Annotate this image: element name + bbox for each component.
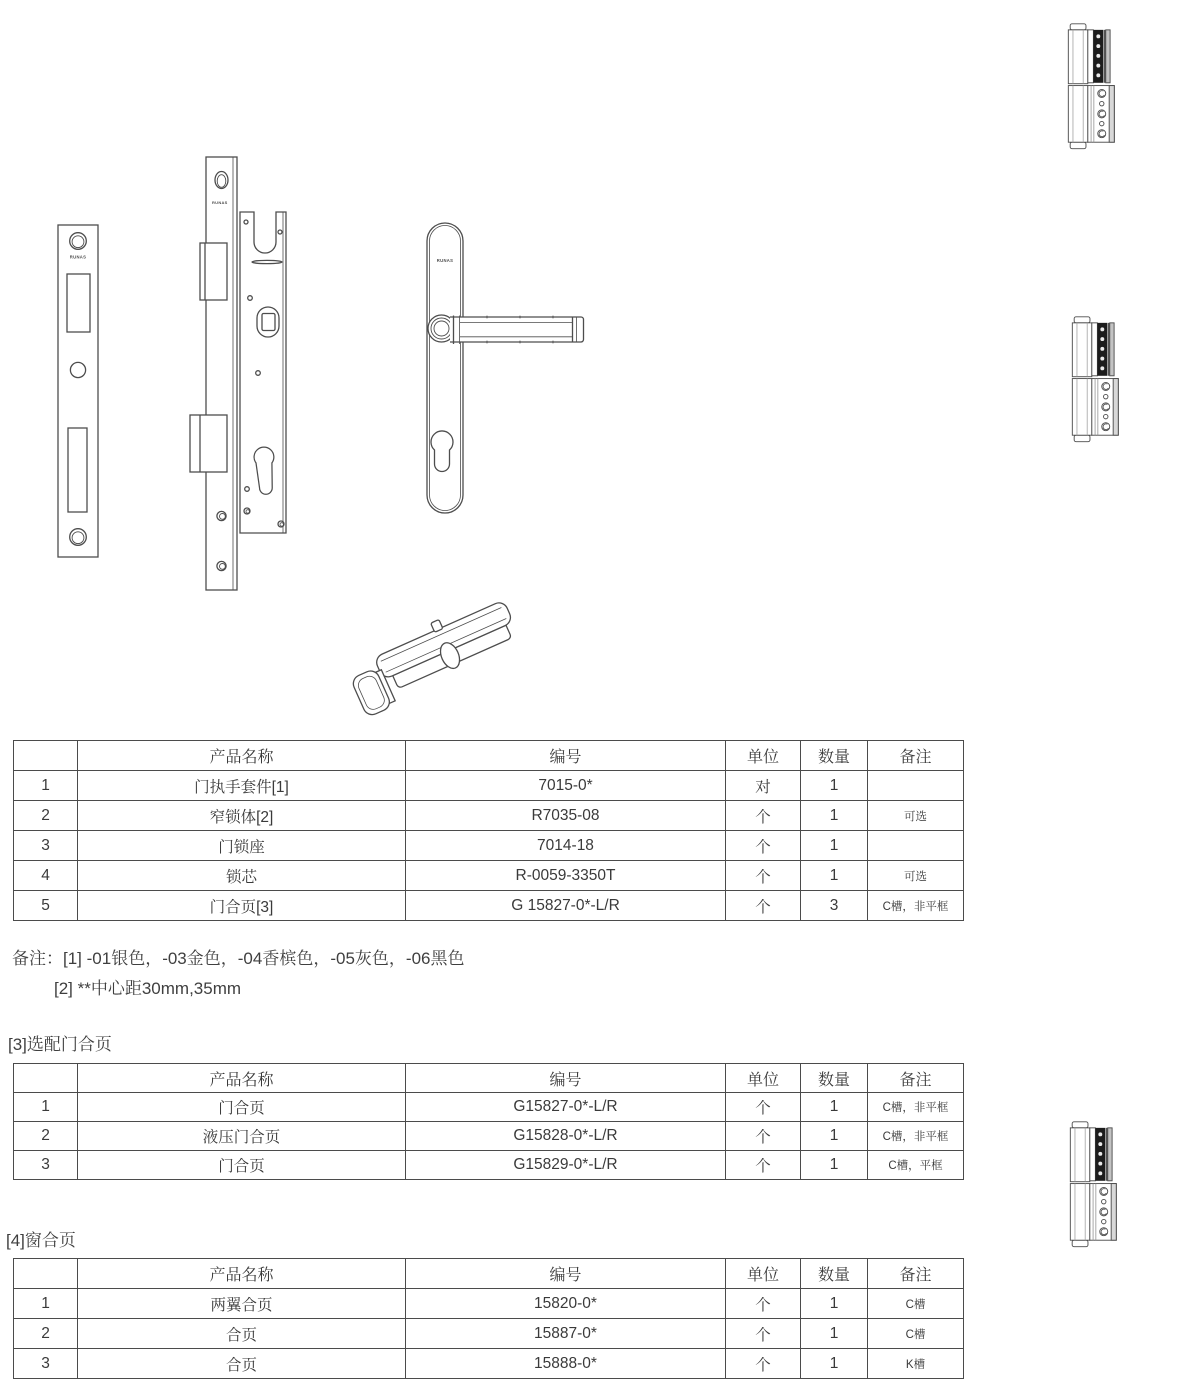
cell-code: G15828-0*-L/R [406,1122,726,1151]
runas-logo-text: RUNAS [69,254,87,260]
cell-qty: 1 [801,1289,868,1319]
cell-unit: 个 [726,831,801,861]
header-product-name: 产品名称 [78,1259,406,1289]
cell-index: 2 [14,1122,78,1151]
cell-product-name: 门合页 [78,1151,406,1180]
header-index [14,1064,78,1093]
cell-qty: 1 [801,771,868,801]
notes-label: 备注： [12,949,63,968]
cell-code: 7015-0* [406,771,726,801]
cell-unit: 个 [726,1349,801,1379]
cell-remark: 可选 [868,801,964,831]
cell-unit: 个 [726,1122,801,1151]
cell-code: G15827-0*-L/R [406,1093,726,1122]
table-row [14,771,964,801]
cell-unit: 个 [726,1093,801,1122]
table-header-row [14,1064,964,1093]
cell-remark: 可选 [868,861,964,891]
header-qty: 数量 [801,1064,868,1093]
parts-table-main [13,740,964,921]
cell-qty: 1 [801,801,868,831]
cell-index: 2 [14,1319,78,1349]
cell-product-name: 合页 [78,1349,406,1379]
notes-line-2: [2] **中心距30mm,35mm [54,979,242,998]
cell-unit: 个 [726,1151,801,1180]
header-unit: 单位 [726,741,801,771]
cell-qty: 1 [801,1093,868,1122]
hinge-drawing-2 [1070,313,1122,446]
cell-remark: C槽，非平框 [868,891,964,921]
hinge-drawing-3 [1068,1118,1120,1251]
cell-index: 2 [14,801,78,831]
header-index [14,741,78,771]
section-title-door-hinges: [3]选配门合页 [8,1035,112,1054]
table-header-row [14,741,964,771]
runas-logo-text: RUNAS [436,258,454,263]
cell-unit: 个 [726,1319,801,1349]
header-unit: 单位 [726,1259,801,1289]
header-index [14,1259,78,1289]
cell-code: R7035-08 [406,801,726,831]
header-code: 编号 [406,1259,726,1289]
cell-product-name: 锁芯 [78,861,406,891]
cell-product-name: 门合页[3] [78,891,406,921]
table-row [14,1289,964,1319]
cell-unit: 个 [726,801,801,831]
parts-table-window-hinges [13,1258,964,1379]
notes-block [12,944,464,1004]
cell-product-name: 门锁座 [78,831,406,861]
cell-product-name: 门执手套件[1] [78,771,406,801]
cell-product-name: 液压门合页 [78,1122,406,1151]
cell-remark: C槽，非平框 [868,1093,964,1122]
cell-code: 15887-0* [406,1319,726,1349]
cell-unit: 个 [726,1289,801,1319]
notes-line-1: [1] -01银色，-03金色，-04香槟色，-05灰色，-06黑色 [63,949,465,968]
cell-qty: 1 [801,831,868,861]
header-product-name: 产品名称 [78,741,406,771]
header-qty: 数量 [801,741,868,771]
cell-index: 1 [14,771,78,801]
header-remark: 备注 [868,1064,964,1093]
header-code: 编号 [406,741,726,771]
lock-body-drawing [188,150,298,595]
cell-code: R-0059-3350T [406,861,726,891]
cell-unit: 个 [726,891,801,921]
cell-code: G 15827-0*-L/R [406,891,726,921]
table-row [14,801,964,831]
header-unit: 单位 [726,1064,801,1093]
cell-product-name: 门合页 [78,1093,406,1122]
header-remark: 备注 [868,1259,964,1289]
cell-product-name: 两翼合页 [78,1289,406,1319]
cell-code: G15829-0*-L/R [406,1151,726,1180]
cell-remark: C槽，非平框 [868,1122,964,1151]
table-row [14,1319,964,1349]
cell-qty: 3 [801,891,868,921]
table-row [14,861,964,891]
cell-index: 4 [14,861,78,891]
cell-index: 3 [14,831,78,861]
cell-qty: 1 [801,861,868,891]
cell-qty: 1 [801,1122,868,1151]
cell-code: 15820-0* [406,1289,726,1319]
table-row [14,1349,964,1379]
cell-qty: 1 [801,1319,868,1349]
cell-product-name: 合页 [78,1319,406,1349]
header-product-name: 产品名称 [78,1064,406,1093]
cell-unit: 对 [726,771,801,801]
cell-remark: C槽 [868,1319,964,1349]
cell-remark [868,831,964,861]
cell-qty: 1 [801,1151,868,1180]
cell-index: 3 [14,1151,78,1180]
cell-qty: 1 [801,1349,868,1379]
cell-unit: 个 [726,861,801,891]
table-row [14,1151,964,1180]
section-title-window-hinges: [4]窗合页 [6,1231,76,1250]
table-row [14,1093,964,1122]
header-qty: 数量 [801,1259,868,1289]
cell-index: 5 [14,891,78,921]
table-row [14,831,964,861]
table-row [14,1122,964,1151]
hinge-drawing-1 [1066,20,1118,153]
header-remark: 备注 [868,741,964,771]
cell-index: 3 [14,1349,78,1379]
cylinder-drawing [363,596,528,721]
cell-index: 1 [14,1093,78,1122]
cell-code: 15888-0* [406,1349,726,1379]
strike-plate-drawing [56,222,102,562]
cell-remark [868,771,964,801]
cell-index: 1 [14,1289,78,1319]
cell-remark: K槽 [868,1349,964,1379]
cell-code: 7014-18 [406,831,726,861]
cell-remark: C槽 [868,1289,964,1319]
table-row [14,891,964,921]
parts-table-door-hinges [13,1063,964,1180]
header-code: 编号 [406,1064,726,1093]
cell-remark: C槽，平框 [868,1151,964,1180]
handle-drawing [420,218,595,518]
runas-logo-text: RUNAS [212,200,228,206]
cell-product-name: 窄锁体[2] [78,801,406,831]
table-header-row [14,1259,964,1289]
